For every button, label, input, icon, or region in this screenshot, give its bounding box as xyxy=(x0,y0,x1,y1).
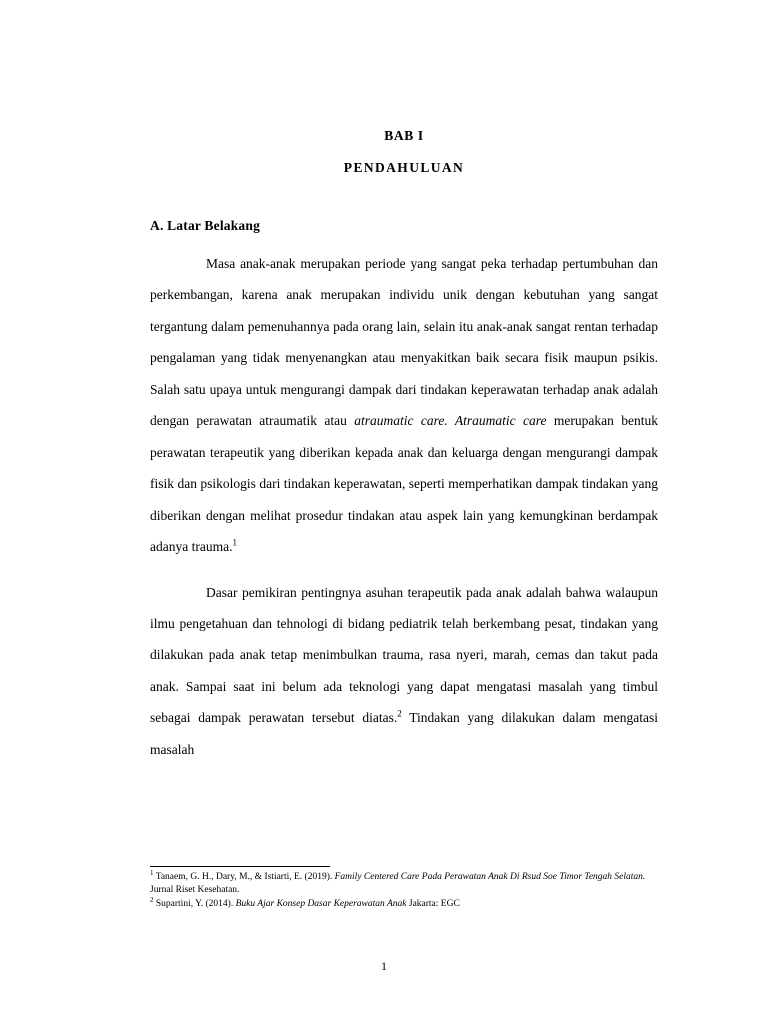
body-paragraph-1: Masa anak-anak merupakan periode yang sangat peka terhadap pertumbuhan dan perkembangan, karena anak merupakan individu unik dengan kebutuhan yang sangat tergantung dalam pemenuhannya pada orang lain, selain itu anak-anak sangat rentan terhadap pengalaman yang tidak menyenangkan atau menyakitkan baik secara fisik maupun psikis. Salah satu upaya untuk mengurangi dampak dari tindakan keperawatan terhadap anak adalah dengan perawatan atraumatik atau atraumatic care. Atraumatic care merupakan bentuk perawatan terapeutik yang diberikan kepada anak dan keluarga dengan mengurangi dampak fisik dan psikologis dari tindakan keperawatan, seperti memperhatikan dampak tindakan yang diberikan dengan melihat prosedur tindakan atau aspek lain yang kemungkinan berdampak adanya trauma.$^1$ xyxy=(150,256,658,555)
chapter-label: BAB I xyxy=(384,128,424,143)
chapter-title: PENDAHULUAN xyxy=(343,160,465,175)
footnote-2: $^2$ Supartini, Y. (2014). Buku Ajar Konsep Dasar Keperawatan Anak Jakarta: EGC xyxy=(150,895,460,909)
footnote-area xyxy=(150,866,658,911)
page-number: 1 xyxy=(381,959,387,973)
body-paragraph-2: Dasar pemikiran pentingnya asuhan terapeutik pada anak adalah bahwa walaupun ilmu pengetahuan dan tehnologi di bidang pediatrik telah berkembang pesat, tindakan yang dilakukan pada anak tetap menimbulkan trauma, rasa nyeri, marah, cemas dan takut pada anak. Sampai saat ini belum ada teknologi yang dapat mengatasi masalah yang timbul sebagai dampak perawatan tersebut diatas.$^2$ Tindakan yang dilakukan dalam mengatasi masalah xyxy=(150,584,658,757)
section-title: A. Latar Belakang xyxy=(150,218,261,233)
footnote-1: $^1$ Tanaem, G. H., Dary, M., & Istiarti, E. (2019). Family Centered Care Pada Perawatan Anak Di Rsud Soe Timor Tengah Selatan. Jurnal Riset Kesehatan. xyxy=(150,868,646,896)
footnote-separator xyxy=(150,866,330,867)
